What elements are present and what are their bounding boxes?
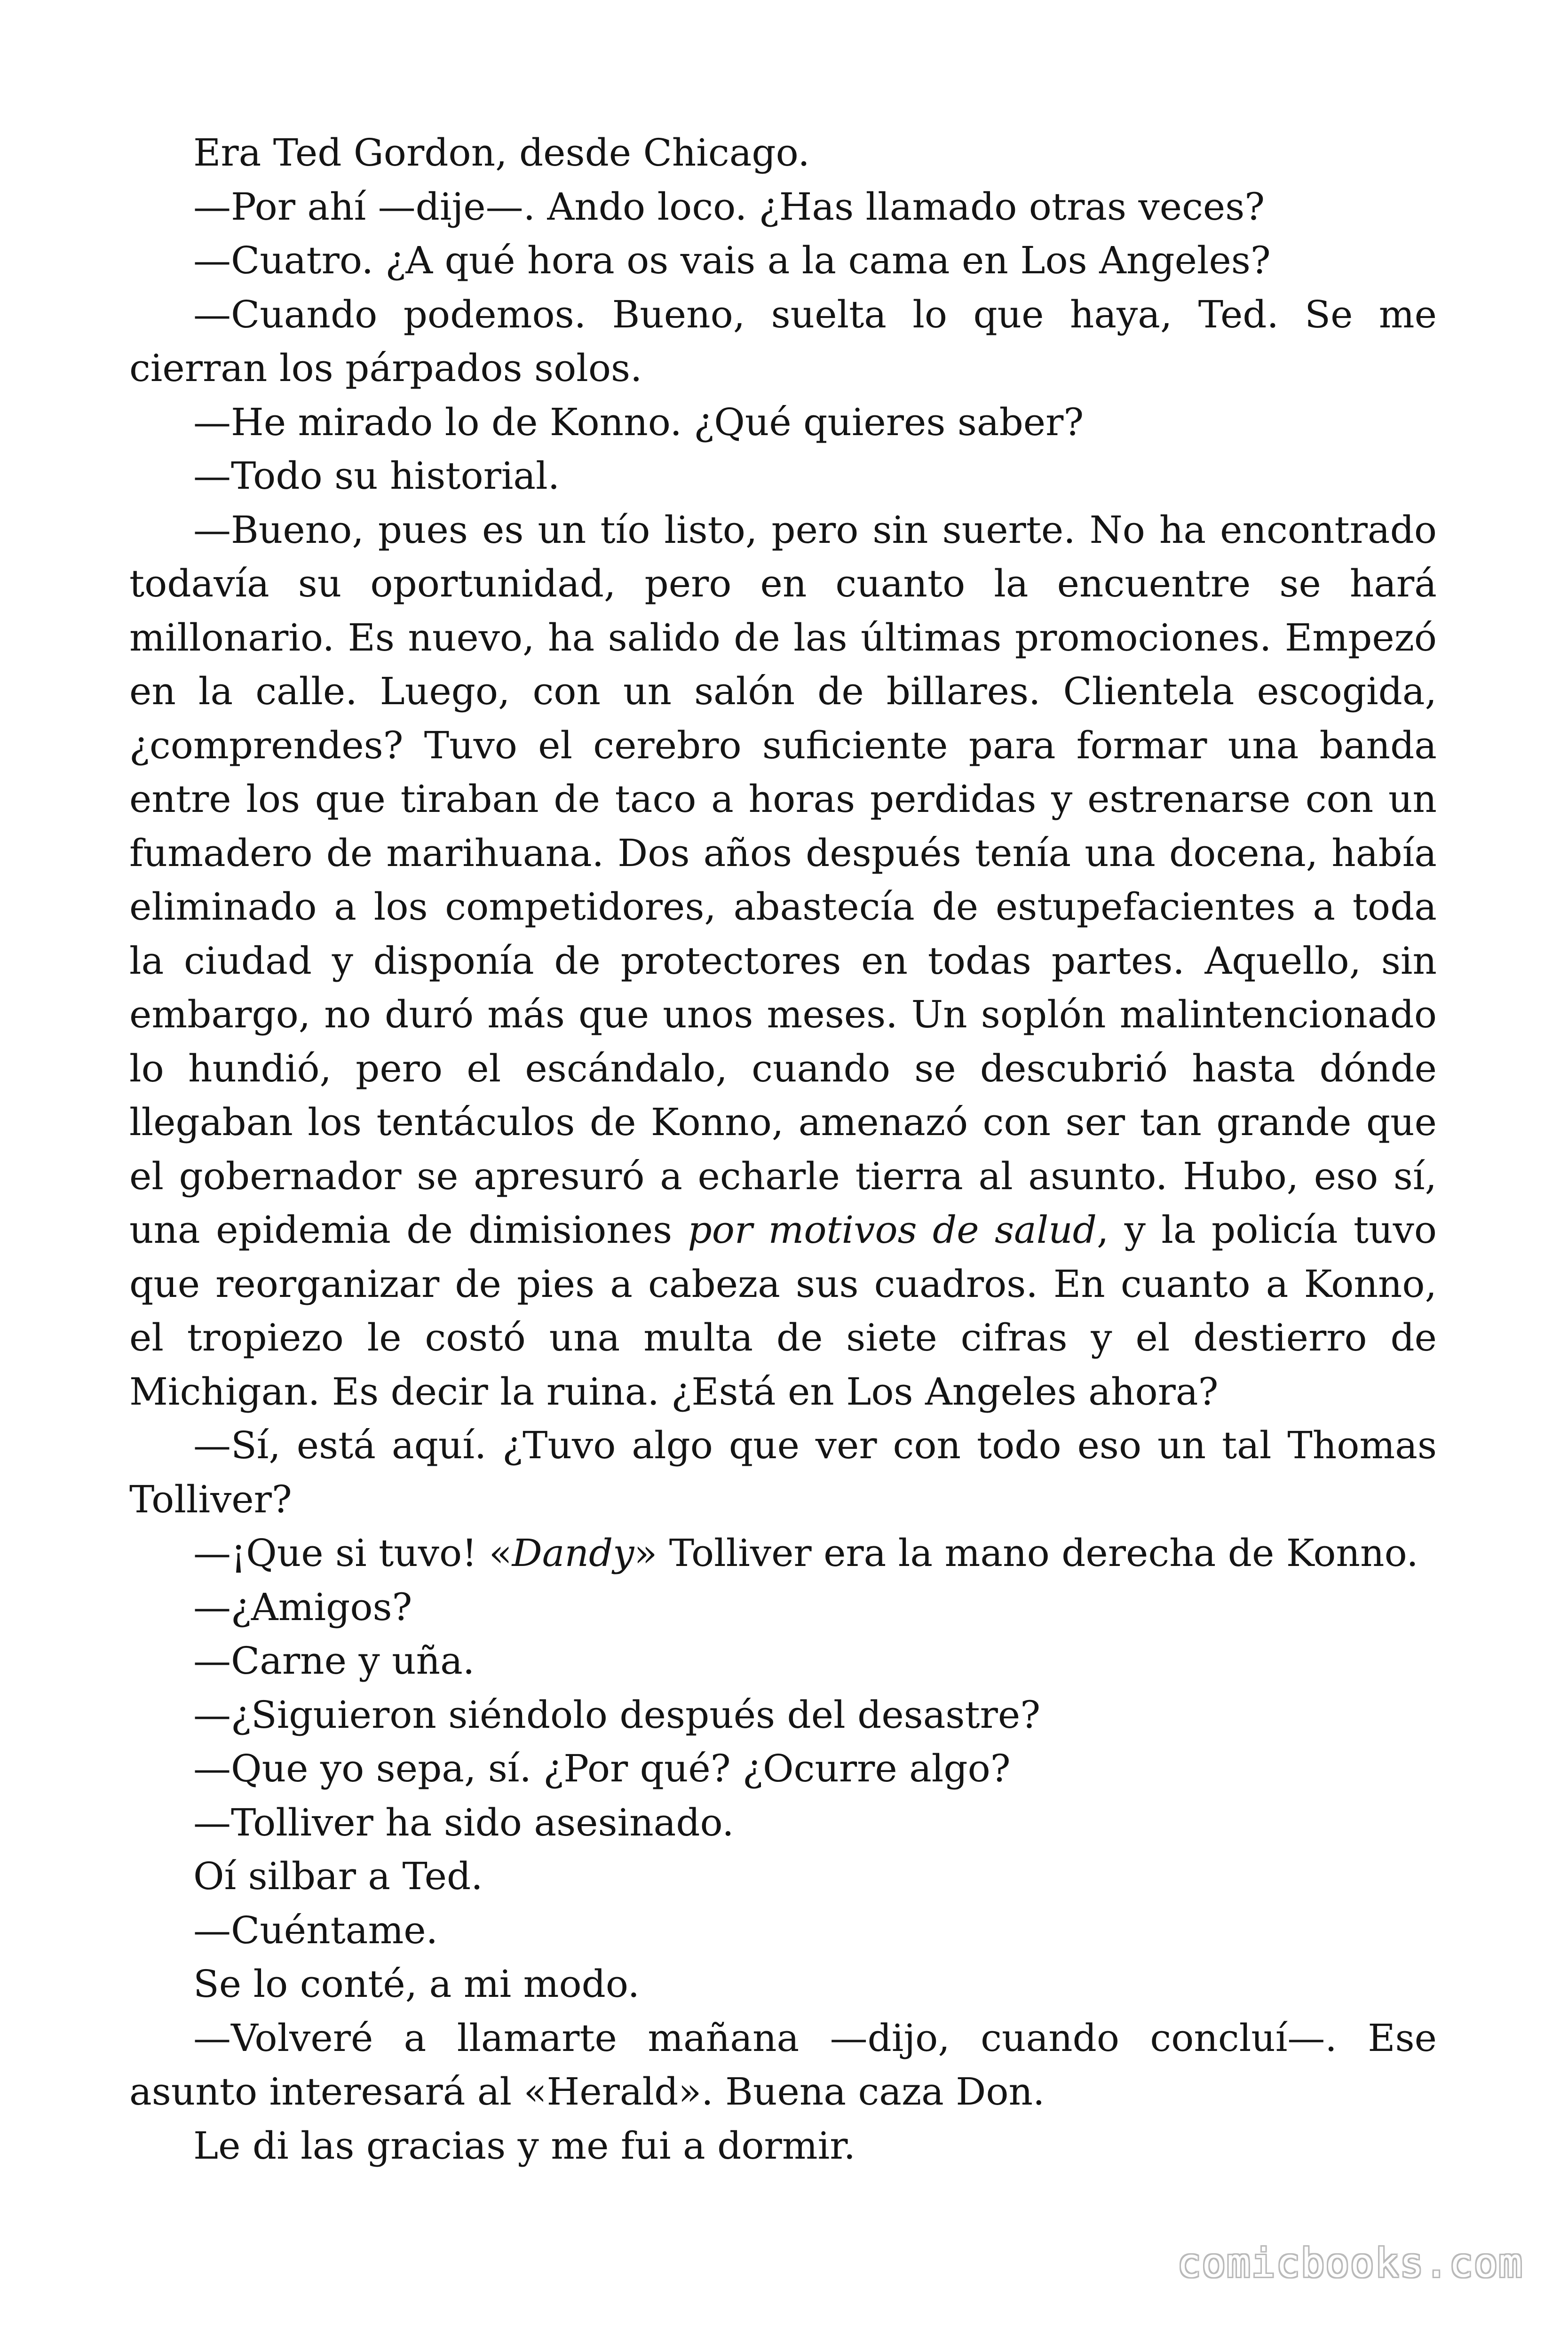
paragraph: —Cuatro. ¿A qué hora os vais a la cama en Los Angeles?: [193, 238, 1271, 282]
paragraph: —Cuando podemos. Bueno, suelta lo que haya, Ted. Se me cierran los párpados solos.: [129, 292, 1437, 390]
paragraph: Era Ted Gordon, desde Chicago.: [193, 131, 810, 175]
paragraph: Le di las gracias y me fui a dormir.: [193, 2123, 856, 2168]
paragraph-konno-history-tail: , y la policía tuvo que reorganizar de pies a cabeza sus cuadros. En cuanto a Konno, el tropiezo le costó una multa de siete cifras y el destierro de Michigan. Es decir la ruina. ¿Está en Los Angeles ahora?: [129, 1208, 1437, 1414]
paragraph: —Sí, está aquí. ¿Tuvo algo que ver con todo eso un tal Thomas Tolliver?: [129, 1423, 1437, 1521]
paragraph-dandy: [129, 1526, 1437, 1581]
paragraph-konno-history-main: —Bueno, pues es un tío listo, pero sin suerte. No ha encontrado todavía su oportunidad, pero en cuanto la encuentre se hará millonario. Es nuevo, ha salido de las últimas promociones. Empezó en la calle. Luego, con un salón de billares. Clientela escogida, ¿comprendes? Tuvo el cerebro suficiente para formar una banda entre los que tiraban de taco a horas perdidas y estrenarse con un fumadero de marihuana. Dos años después tenía una docena, había eliminado a los competidores, abastecía de estupefacientes a toda la ciudad y disponía de protectores en todas partes. Aquello, sin embargo, no duró más que unos meses. Un soplón malintencionado lo hundió, pero el escándalo, cuando se descubrió hasta dónde llegaban los tentáculos de Konno, amenazó con ser tan grande que el gobernador se apresuró a echarle tierra al asunto. Hubo, eso sí, una epidemia de dimisiones: [129, 508, 1437, 1252]
paragraph: —Que yo sepa, sí. ¿Por qué? ¿Ocurre algo?: [193, 1747, 1011, 1790]
paragraph: —Volveré a llamarte mañana —dijo, cuando concluí—. Ese asunto interesará al «Herald». Buena caza Don.: [129, 2016, 1437, 2114]
dandy-italic: Dandy: [512, 1531, 634, 1575]
paragraph: —¿Amigos?: [193, 1585, 412, 1629]
italic-phrase: por motivos de salud: [688, 1208, 1097, 1252]
paragraph: —Todo su historial.: [193, 454, 560, 498]
book-page-text: [129, 126, 1437, 2173]
watermark: comicbooks.com: [1177, 2240, 1523, 2286]
paragraph: —Tolliver ha sido asesinado.: [193, 1800, 734, 1844]
dandy-before: —¡Que si tuvo! «: [193, 1531, 512, 1575]
paragraph: —Cuéntame.: [193, 1908, 438, 1952]
paragraph: —Por ahí —dije—. Ando loco. ¿Has llamado otras veces?: [193, 184, 1265, 229]
paragraph: —Carne y uña.: [193, 1639, 475, 1683]
dandy-after: » Tolliver era la mano derecha de Konno.: [634, 1531, 1418, 1575]
paragraph-konno-history: [129, 503, 1437, 1419]
paragraph: Se lo conté, a mi modo.: [193, 1962, 640, 2006]
paragraph: —He mirado lo de Konno. ¿Qué quieres saber?: [193, 400, 1084, 444]
paragraph: Oí silbar a Ted.: [193, 1854, 483, 1898]
paragraph: —¿Siguieron siéndolo después del desastre?: [193, 1692, 1041, 1737]
